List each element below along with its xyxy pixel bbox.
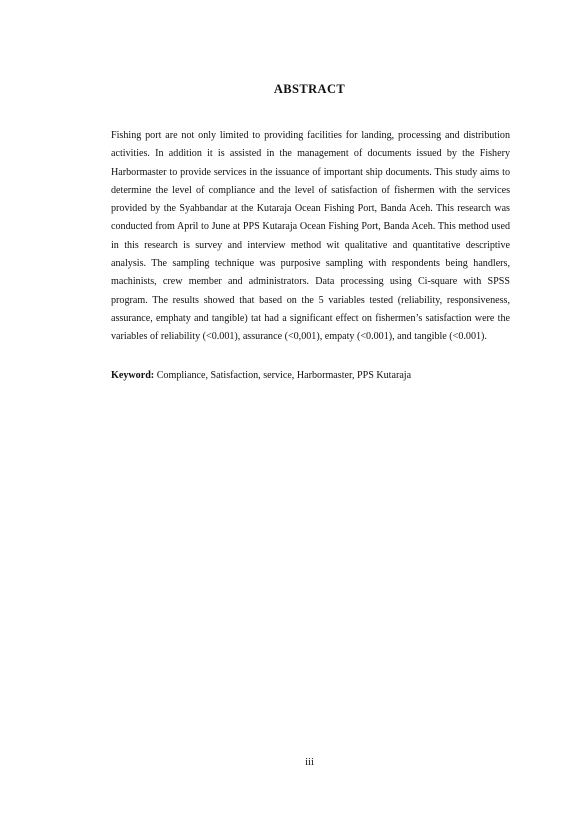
keyword-values: Compliance, Satisfaction, service, Harbormaster, PPS Kutaraja [156, 370, 412, 381]
page-number: iii [305, 757, 314, 768]
abstract-title: ABSTRACT [273, 82, 346, 96]
abstract-body: Fishing port are not only limited to providing facilities for landing, processing and distribution activities. In addition it is assisted in the management of documents issued by the Fishery Harbormaster to provide services in the issuance of important ship documents. This study aims to determine the level of compliance and the level of satisfaction of fishermen with the services provided by the Syahbandar at the Kutaraja Ocean Fishing Port, Banda Aceh. This research was conducted from April to June at PPS Kutaraja Ocean Fishing Port, Banda Aceh. This method used in this research is survey and interview method wit qualitative and quantitative descriptive analysis. The sampling technique was purposive sampling with respondents being handlers, machinists, crew member and administrators. Data processing using Ci-square with SPSS program. The results showed that based on the 5 variables tested (reliability, responsiveness, assurance, emphaty and tangible) tat had a significant effect on fishermen’s satisfaction were the variables of reliability (<0.001), assurance (<0,001), empaty (<0.001), and tangible (<0.001). [111, 130, 510, 343]
keyword-line [111, 369, 510, 383]
keyword-label: Keyword: [111, 370, 155, 381]
